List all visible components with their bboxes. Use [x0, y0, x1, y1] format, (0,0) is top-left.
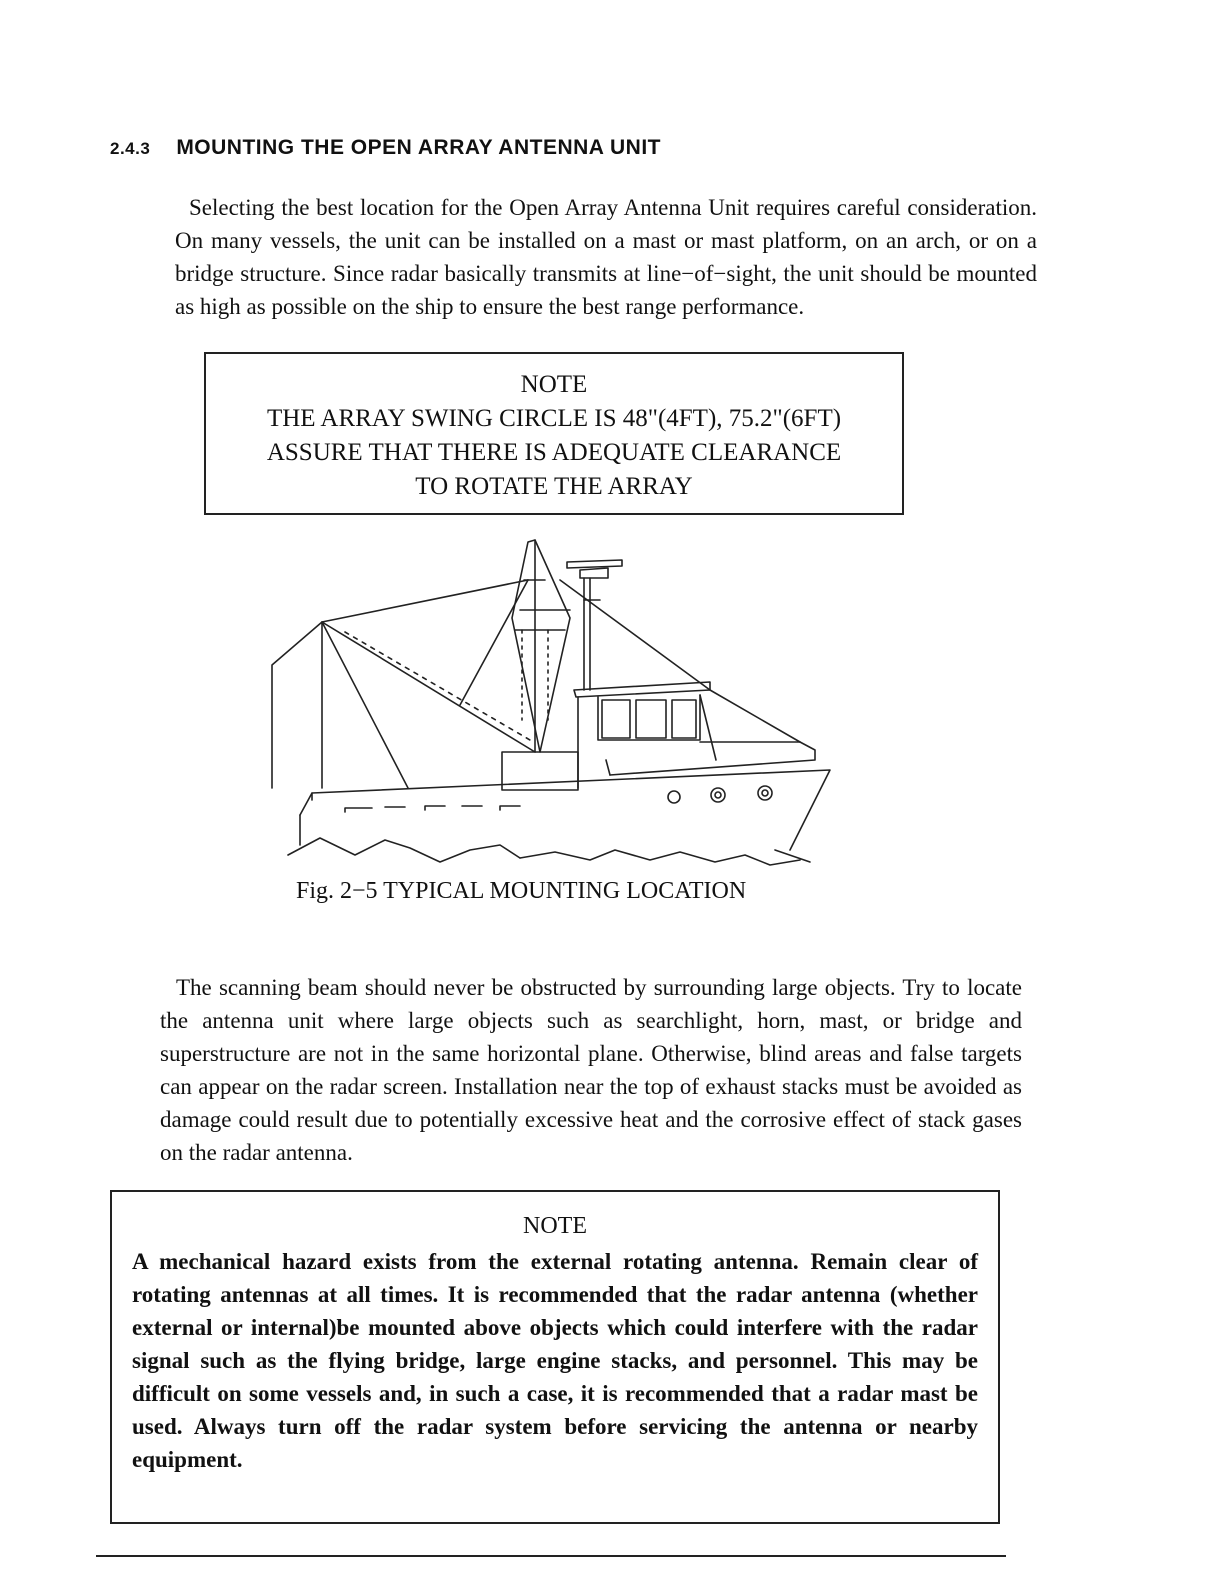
- note-line: THE ARRAY SWING CIRCLE IS 48"(4FT), 75.2"(6FT): [266, 405, 842, 432]
- note-title: NOTE: [520, 371, 588, 398]
- footer-divider: [96, 1555, 1006, 1557]
- obstruction-paragraph: The scanning beam should never be obstructed by surrounding large objects. Try to locate the antenna unit where large objects such as searchlight, horn, mast, or bridge and superstructure are not in the same horizontal plane. Otherwise, blind areas and false targets can appear on the radar screen. Installation near the top of exhaust stacks must be avoided as damage could result due to potentially excessive heat and the corrosive effect of stack gases on the radar antenna.: [160, 975, 1022, 1165]
- note-title: NOTE: [523, 1213, 587, 1239]
- section-number: 2.4.3: [110, 139, 151, 158]
- antenna-array-icon: [567, 560, 622, 568]
- stern-frame: [272, 580, 535, 788]
- porthole-icon: [715, 792, 721, 798]
- hazard-note: [110, 1190, 1000, 1524]
- waves: [288, 838, 810, 865]
- note-body: A mechanical hazard exists from the external rotating antenna. Remain clear of rotating antennas at all times. It is recommended that the radar antenna (whether external or internal)be mounted above objects which could interfere with the radar signal such as the flying bridge, large engine stacks, and personnel. This may be difficult on some vessels and, in such a case, it is recommended that a radar mast be used. Always turn off the radar system before servicing the antenna or nearby equipment.: [132, 1249, 978, 1472]
- intro-paragraph: Selecting the best location for the Open Array Antenna Unit requires careful consideration. On many vessels, the unit can be installed on a mast or mast platform, on an arch, or on a bridge structure. Since radar basically transmits at line−of−sight, the unit should be mounted as high as possible on the ship to ensure the best range performance.: [175, 195, 1037, 319]
- porthole-icon: [711, 788, 725, 802]
- section-title: MOUNTING THE OPEN ARRAY ANTENNA UNIT: [176, 136, 661, 159]
- porthole-icon: [758, 786, 772, 800]
- porthole-icon: [668, 791, 680, 803]
- radar-mast: [560, 560, 710, 690]
- hull: [300, 770, 830, 850]
- net-boom: [460, 540, 570, 752]
- swing-circle-note: [204, 352, 904, 515]
- note-line: TO ROTATE THE ARRAY: [415, 473, 693, 500]
- section-heading: [110, 136, 661, 160]
- wheelhouse: [502, 682, 815, 790]
- porthole-icon: [762, 790, 768, 796]
- figure-caption: Fig. 2−5 TYPICAL MOUNTING LOCATION: [296, 878, 747, 904]
- note-line: ASSURE THAT THERE IS ADEQUATE CLEARANCE: [266, 439, 842, 466]
- boat-mounting-illustration: [265, 530, 845, 880]
